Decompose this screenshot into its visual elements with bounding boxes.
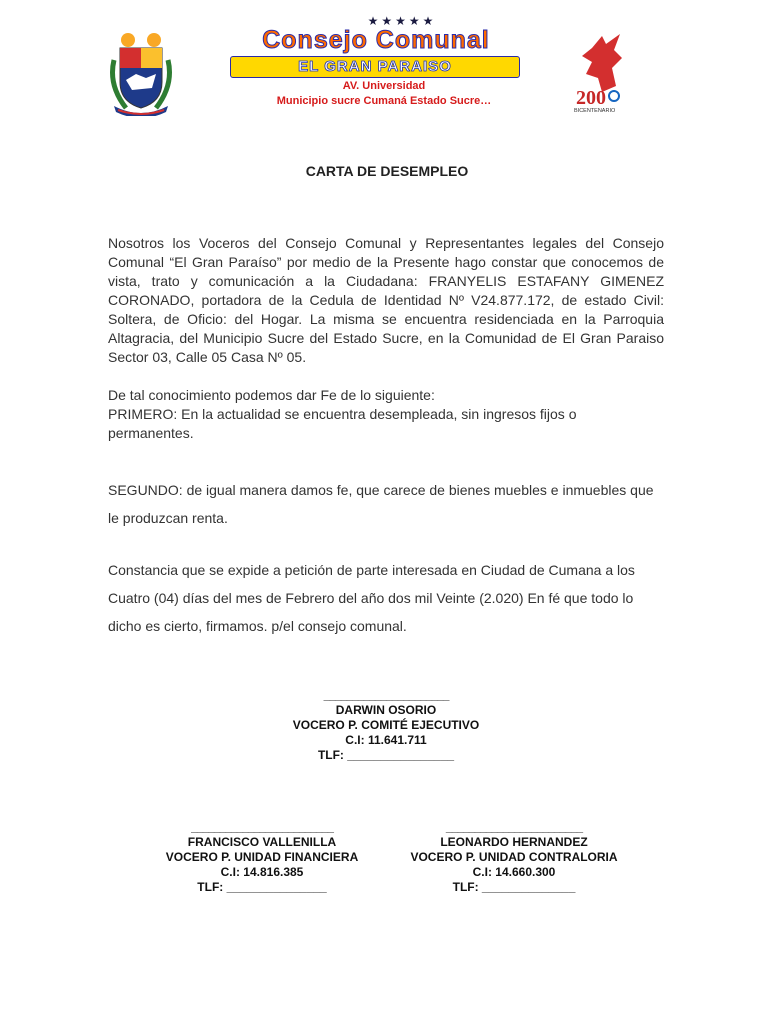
community-name-banner: EL GRAN PARAISO [230, 56, 520, 78]
paragraph-constancia: Constancia que se expide a petición de parte interesada en Ciudad de Cumana a los Cuatro (04) días del mes de Febrero del año dos mil Veinte (2.020) En fé que todo lo dicho es cierto, firmamos. p/el consejo comunal. [108, 562, 635, 634]
signer-phone: TLF: ______________ [452, 880, 576, 894]
signature-line: _________________________ [191, 820, 333, 834]
signer-phone: TLF: _______________ [197, 880, 327, 894]
signature-block-unidad-contraloria [392, 820, 636, 895]
signer-name: FRANCISCO VALLENILLA [187, 835, 337, 849]
paragraph-first-point [108, 386, 664, 443]
signature-block-comite-ejecutivo [272, 688, 500, 763]
signer-role: VOCERO P. COMITÉ EJECUTIVO [292, 718, 480, 732]
document-title: CARTA DE DESEMPLEO [305, 163, 469, 179]
bicentenario-logo-icon [572, 28, 634, 114]
organization-title: Consejo Comunal [262, 26, 490, 54]
signer-name: DARWIN OSORIO [335, 703, 437, 717]
bicentenario-label: BICENTENARIO [574, 108, 616, 114]
signer-role: VOCERO P. UNIDAD CONTRALORIA [410, 850, 618, 864]
signer-phone: TLF: ________________ [317, 748, 455, 762]
coat-of-arms-icon [106, 30, 176, 116]
signature-block-unidad-financiera [148, 820, 376, 895]
signer-role: VOCERO P. UNIDAD FINANCIERA [165, 850, 359, 864]
bicentenario-number: 200 [576, 87, 606, 109]
signer-ci: C.I: 11.641.711 [345, 733, 427, 747]
paragraph-identification: Nosotros los Voceros del Consejo Comunal y Representantes legales del Consejo Comunal “El Gran Paraíso” por medio de la Presente hago constar que conocemos de vista, trato y comunicación a la Ciudadana: FRANYELIS ESTAFANY GIMENEZ CORONADO, portadora de la Cedula de Identidad Nº V24.877.172, de estado Civil: Soltera, de Oficio: del Hogar. La misma se encuentra residenciada en la Parroquia Altagracia, del Municipio Sucre del Estado Sucre, en la Comunidad de El Gran Paraiso Sector 03, Calle 05 Casa Nº 05. [108, 235, 664, 365]
paragraph-primero: PRIMERO: En la actualidad se encuentra desempleada, sin ingresos fijos o permanentes. [108, 406, 577, 441]
signer-ci: C.I: 14.816.385 [220, 865, 304, 879]
address-line-2: Municipio sucre Cumaná Estado Sucre… [276, 95, 492, 107]
address-line-1: AV. Universidad [342, 80, 426, 92]
signer-ci: C.I: 14.660.300 [472, 865, 556, 879]
paragraph-intro-line: De tal conocimiento podemos dar Fe de lo siguiente: [108, 387, 435, 403]
signature-line: ________________________ [445, 820, 583, 834]
stars-decoration: ★★★★★ [367, 14, 437, 28]
paragraph-segundo: SEGUNDO: de igual manera damos fe, que carece de bienes muebles e inmuebles que le produzcan renta. [108, 482, 654, 526]
signer-name: LEONARDO HERNANDEZ [440, 835, 588, 849]
signature-line: ______________________ [323, 688, 449, 702]
